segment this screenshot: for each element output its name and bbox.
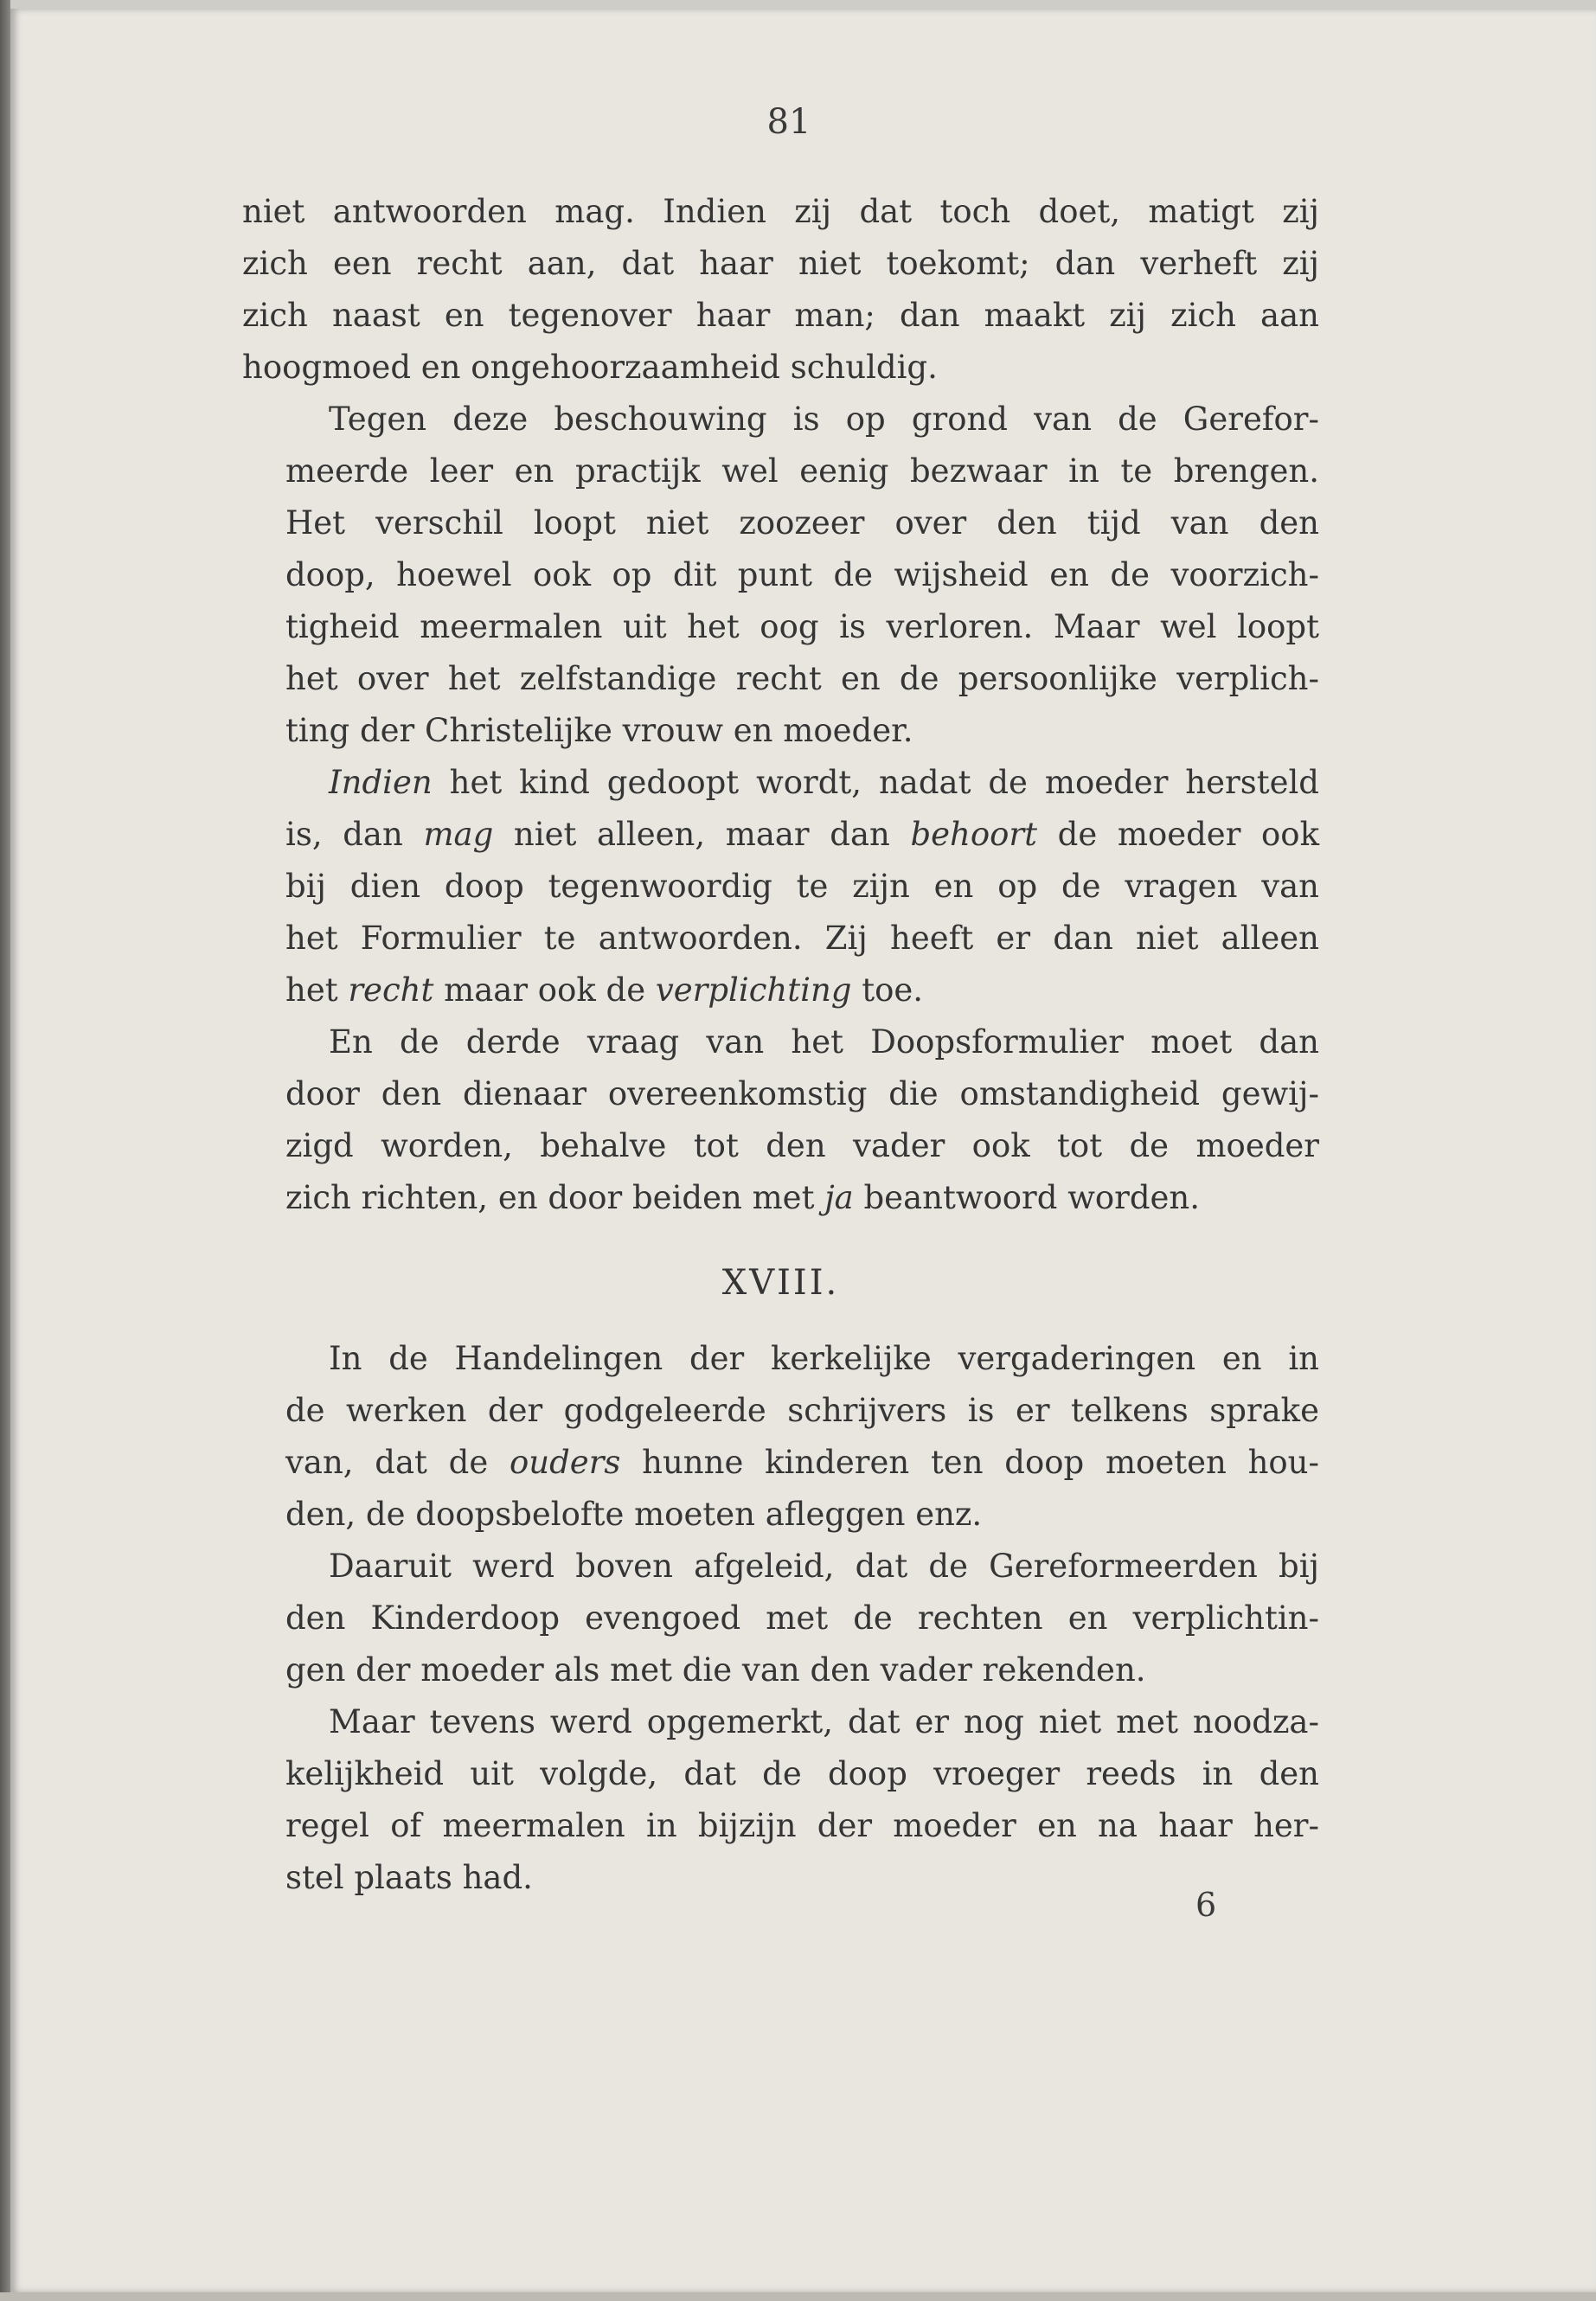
text-line: niet antwoorden mag. Indien zij dat toch doet, matigt zij [242, 193, 1319, 230]
text-line: regel of meermalen in bijzijn der moeder en na haar her- [285, 1807, 1319, 1844]
text-run: van, dat de [285, 1444, 510, 1481]
text-run: beantwoord worden. [853, 1179, 1200, 1216]
italic-word: behoort [910, 816, 1037, 853]
body-text [242, 186, 1319, 1904]
text-line: zigd worden, behalve tot den vader ook tot de moeder [285, 1127, 1319, 1164]
text-line: den Kinderdoop evengoed met de rechten en verplichtin- [285, 1599, 1319, 1637]
paragraph-6 [242, 1541, 1319, 1696]
text-run: de moeder ook [1037, 816, 1319, 853]
section-heading: XVIII. [721, 1263, 840, 1303]
page-bottom-edge [0, 2292, 1596, 2301]
paragraph-7 [242, 1696, 1319, 1904]
paragraph-2 [242, 394, 1319, 757]
italic-word: recht [348, 971, 434, 1009]
paragraph-1 [242, 186, 1319, 394]
text-line: tigheid meermalen uit het oog is verloren. Maar wel loopt [285, 608, 1319, 645]
text-line: door den dienaar overeenkomstig die omstandigheid gewij- [285, 1075, 1319, 1112]
text-line [242, 757, 1319, 809]
text-run: hunne kinderen ten doop moeten hou- [620, 1444, 1320, 1481]
text-line: Het verschil loopt niet zoozeer over den tijd van den [285, 504, 1319, 542]
book-spine-edge [0, 0, 10, 2301]
text-line: gen der moeder als met die van den vader rekenden. [285, 1651, 1146, 1689]
italic-word: mag [423, 816, 494, 853]
text-run: maar ook de [433, 971, 656, 1009]
text-line: En de derde vraag van het Doopsformulier moet dan [329, 1023, 1319, 1061]
italic-word: ja [824, 1179, 854, 1216]
text-line [242, 809, 1319, 861]
text-line: het over het zelfstandige recht en de persoonlijke verplich- [285, 660, 1319, 697]
italic-word: ouders [510, 1444, 621, 1481]
text-line: zich naast en tegenover haar man; dan maakt zij zich aan [242, 297, 1319, 334]
paragraph-3 [242, 757, 1319, 1016]
text-line: zich een recht aan, dat haar niet toekomt; dan verheft zij [242, 245, 1319, 282]
text-line: de werken der godgeleerde schrijvers is er telkens sprake [285, 1392, 1319, 1429]
text-line: den, de doopsbelofte moeten afleggen enz. [285, 1496, 983, 1533]
text-run: niet alleen, maar dan [493, 816, 911, 853]
text-run: het [285, 971, 349, 1009]
text-line [242, 965, 1319, 1016]
text-run: is, dan [285, 816, 424, 853]
text-line: In de Handelingen der kerkelijke vergaderingen en in [329, 1340, 1319, 1377]
text-line [242, 1172, 1319, 1224]
text-line: meerde leer en practijk wel eenig bezwaar in te brengen. [285, 452, 1319, 490]
text-line [242, 1437, 1319, 1489]
paragraph-5 [242, 1333, 1319, 1541]
text-line: Tegen deze beschouwing is op grond van de Gerefor- [329, 401, 1319, 438]
text-line: Daaruit werd boven afgeleid, dat de Gereformeerden bij [329, 1548, 1319, 1585]
italic-word: verplichting [655, 971, 852, 1009]
signature-mark: 6 [1195, 1886, 1217, 1924]
text-line: bij dien doop tegenwoordig te zijn en op de vragen van [285, 868, 1319, 905]
text-line: kelijkheid uit volgde, dat de doop vroeger reeds in den [285, 1755, 1319, 1792]
text-run: het kind gedoopt wordt, nadat de moeder hersteld [432, 764, 1319, 801]
text-line: hoogmoed en ongehoorzaamheid schuldig. [242, 349, 938, 386]
italic-word: Indien [329, 764, 433, 801]
text-line: Maar tevens werd opgemerkt, dat er nog niet met noodza- [329, 1703, 1319, 1740]
text-run: zich richten, en door beiden met [285, 1179, 825, 1216]
text-line: ting der Christelijke vrouw en moeder. [285, 712, 913, 749]
page-number: 81 [766, 102, 811, 142]
book-page [10, 9, 1596, 2292]
text-line: doop, hoewel ook op dit punt de wijsheid en de voorzich- [285, 556, 1319, 593]
text-run: toe. [851, 971, 924, 1009]
text-line: stel plaats had. [285, 1859, 533, 1896]
paragraph-4 [242, 1016, 1319, 1224]
text-line: het Formulier te antwoorden. Zij heeft er dan niet alleen [285, 920, 1319, 957]
